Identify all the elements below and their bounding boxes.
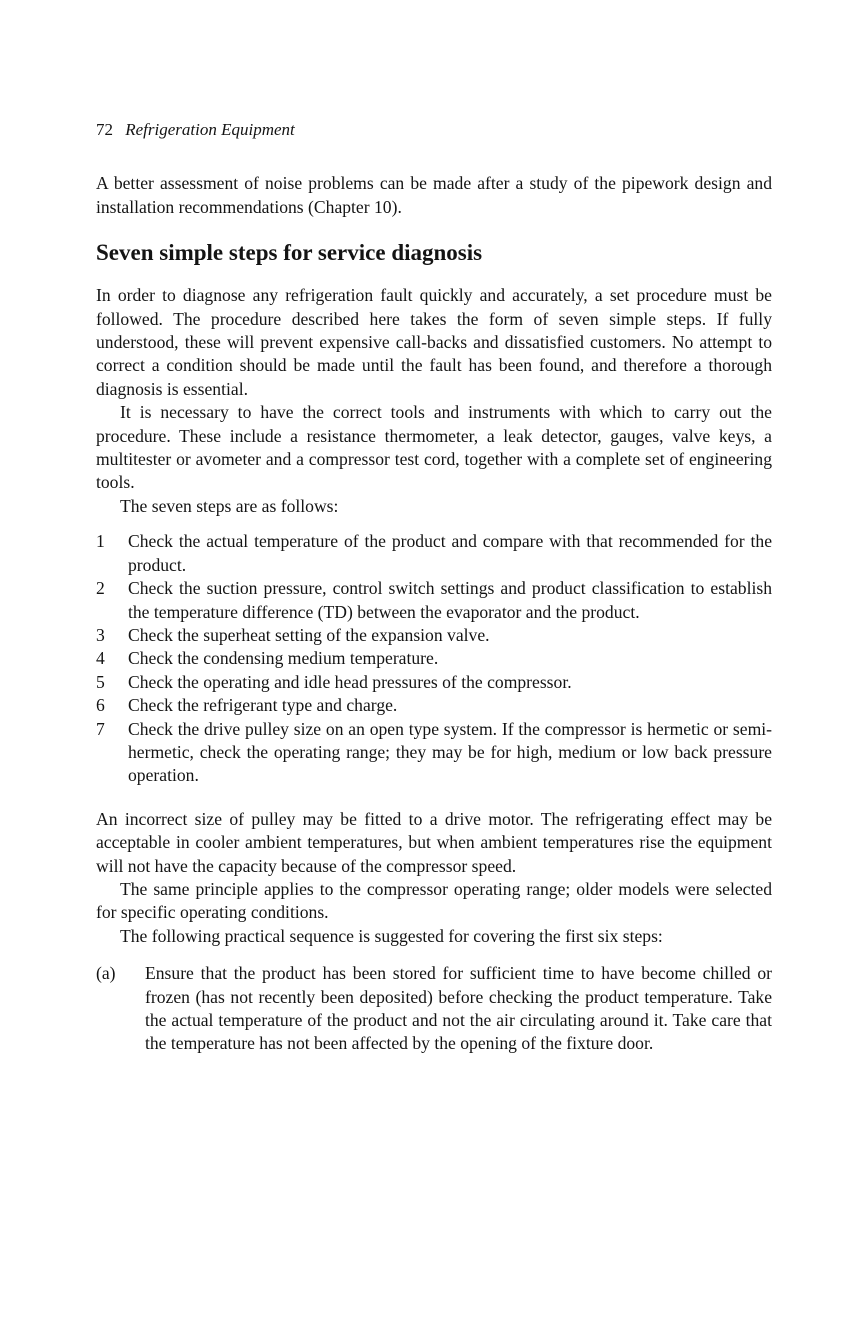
list-item bbox=[96, 694, 772, 717]
page-number: 72 bbox=[96, 120, 113, 139]
sub-step-text: Ensure that the product has been stored for sufficient time to have become chilled or frozen (has not recently been deposited) before checking the product temperature. Take the actual temperature of the product and not the air circulating around it. Take care that the temperature has not been affected by the opening of the fixture door. bbox=[145, 963, 772, 1054]
step-number: 4 bbox=[96, 648, 105, 669]
step-text: Check the superheat setting of the expansion valve. bbox=[128, 624, 490, 645]
list-item bbox=[96, 962, 772, 1056]
step-number: 5 bbox=[96, 671, 105, 692]
intro-paragraph: A better assessment of noise problems can be made after a study of the pipework design and installation recommendations (Chapter 10). bbox=[96, 173, 772, 217]
step-number: 1 bbox=[96, 531, 105, 552]
running-head bbox=[96, 118, 772, 141]
step-number: 3 bbox=[96, 624, 105, 645]
body-paragraph: An incorrect size of pulley may be fitted to a drive motor. The refrigerating effect may be acceptable in cooler ambient temperatures, but when ambient temperatures rise the equipment will not have the capacity because of the compressor speed. bbox=[96, 808, 772, 876]
step-text: Check the condensing medium temperature. bbox=[128, 648, 439, 669]
book-title: Refrigeration Equipment bbox=[125, 120, 295, 139]
body-paragraph: In order to diagnose any refrigeration fault quickly and accurately, a set procedure must be followed. The procedure described here takes the form of seven simple steps. If fully understood, these will prevent expensive call-backs and dissatisfied customers. No attempt to correct a condition should be made until the fault has been found, and therefore a thorough diagnosis is essential. bbox=[96, 285, 772, 399]
list-item bbox=[96, 530, 772, 577]
list-item bbox=[96, 577, 772, 624]
step-number: 6 bbox=[96, 695, 105, 716]
sub-steps-list bbox=[96, 962, 772, 1056]
step-number: 2 bbox=[96, 578, 105, 599]
list-item bbox=[96, 624, 772, 647]
body-paragraph: The same principle applies to the compressor operating range; older models were selected for specific operating conditions. bbox=[96, 878, 772, 923]
list-item bbox=[96, 671, 772, 694]
section-heading: Seven simple steps for service diagnosis bbox=[96, 240, 483, 266]
book-page bbox=[96, 118, 772, 1056]
steps-list bbox=[96, 530, 772, 787]
list-item bbox=[96, 647, 772, 670]
step-text: Check the operating and idle head pressures of the compressor. bbox=[128, 671, 572, 692]
body-paragraph: The following practical sequence is suggested for covering the first six steps: bbox=[120, 925, 663, 946]
step-text: Check the suction pressure, control switch settings and product classification to establish the temperature difference (TD) between the evaporator and the product. bbox=[128, 578, 772, 622]
list-item bbox=[96, 718, 772, 788]
step-text: Check the actual temperature of the product and compare with that recommended for the product. bbox=[128, 531, 772, 575]
body-paragraph: It is necessary to have the correct tools and instruments with which to carry out the procedure. These include a resistance thermometer, a leak detector, gauges, valve keys, a multitester or avometer and a compressor test cord, together with a complete set of engineering tools. bbox=[96, 402, 772, 493]
step-text: Check the refrigerant type and charge. bbox=[128, 695, 398, 716]
step-text: Check the drive pulley size on an open type system. If the compressor is hermetic or semi-hermetic, check the operating range; they may be for high, medium or low back pressure operation. bbox=[128, 718, 772, 786]
sub-step-label: (a) bbox=[96, 963, 116, 984]
step-number: 7 bbox=[96, 718, 105, 739]
body-paragraph: The seven steps are as follows: bbox=[120, 495, 339, 516]
